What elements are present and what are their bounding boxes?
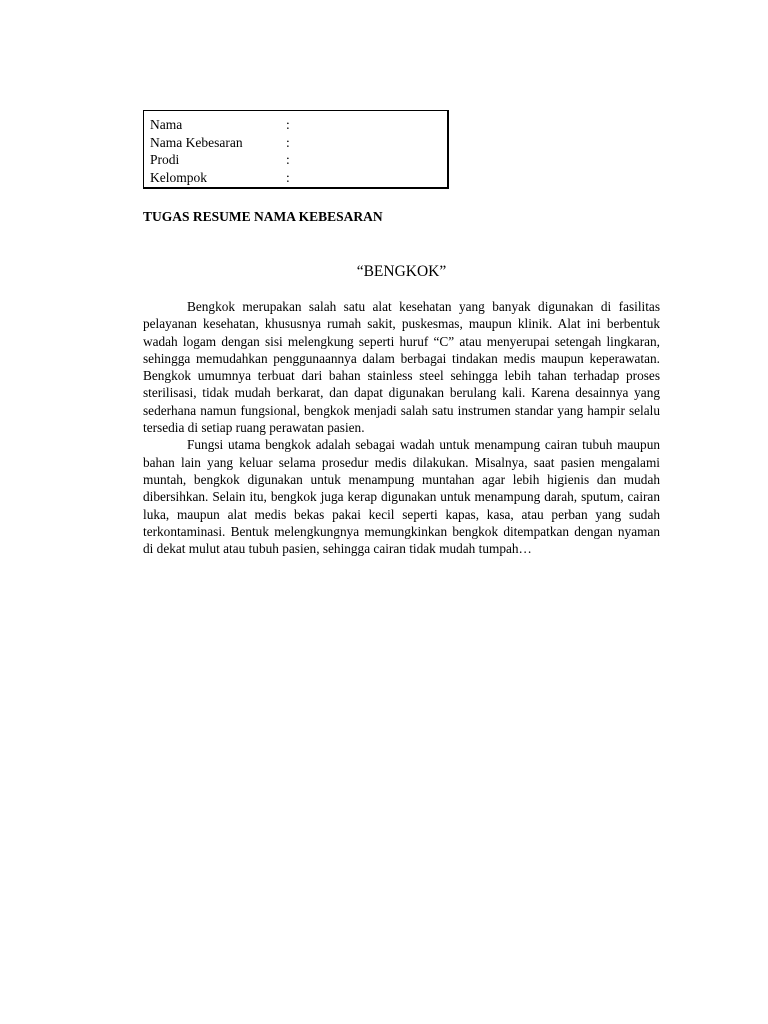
paragraph-1: Bengkok merupakan salah satu alat kesehatan yang banyak digunakan di fasilitas pelayanan kesehatan, khususnya rumah sakit, puskesmas, maupun klinik. Alat ini berbentuk wadah logam dengan sisi melengkung seperti huruf “C” atau menyerupai setengah lingkaran, sehingga memudahkan penggunaannya dalam berbagai tindakan medis maupun keperawatan. Bengkok umumnya terbuat dari bahan stainless steel sehingga lebih tahan terhadap proses sterilisasi, tidak mudah berkarat, dan dapat digunakan berulang kali. Karena desainnya yang sederhana namun fungsional, bengkok menjadi salah satu instrumen standar yang hampir selalu tersedia di setiap ruang perawatan pasien. — [143, 299, 660, 436]
student-info-box — [143, 110, 449, 189]
info-separator: : — [286, 117, 290, 132]
body-text — [143, 298, 660, 557]
info-row-prodi — [150, 151, 447, 169]
info-label-nama-kebesaran: Nama Kebesaran — [150, 134, 243, 150]
info-row-kelompok — [150, 169, 447, 187]
document-title: “BENGKOK” — [356, 263, 447, 280]
info-row-nama — [150, 116, 447, 134]
info-separator: : — [286, 134, 290, 150]
info-separator: : — [286, 169, 290, 185]
info-label-nama: Nama — [150, 117, 183, 132]
info-label-kelompok: Kelompok — [150, 169, 207, 185]
info-label-prodi: Prodi — [150, 152, 180, 168]
paragraph-2: Fungsi utama bengkok adalah sebagai wadah untuk menampung cairan tubuh maupun bahan lain yang keluar selama prosedur medis dilakukan. Misalnya, saat pasien mengalami muntah, bengkok digunakan untuk menampung muntahan agar lebih higienis dan mudah dibersihkan. Selain itu, bengkok juga kerap digunakan untuk menampung darah, sputum, cairan luka, maupun alat medis bekas pakai kecil seperti kapas, kasa, atau perban yang sudah terkontaminasi. Bentuk melengkungnya memungkinkan bengkok ditempatkan dengan nyaman di dekat mulut atau tubuh pasien, sehingga cairan tidak mudah tumpah… — [143, 437, 660, 557]
assignment-heading: TUGAS RESUME NAMA KEBESARAN — [143, 209, 383, 224]
info-separator: : — [286, 152, 290, 168]
info-row-nama-kebesaran — [150, 134, 447, 152]
